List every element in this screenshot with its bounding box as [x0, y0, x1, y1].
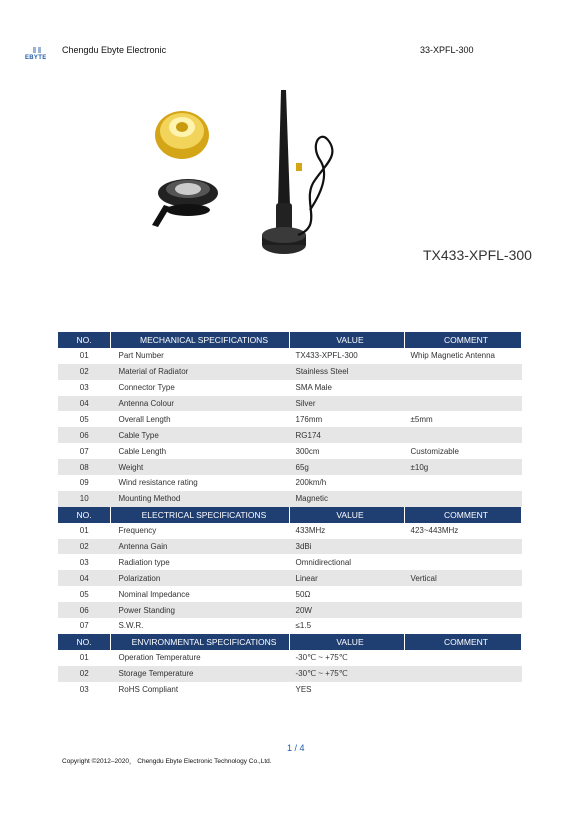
- cell-value: Stainless Steel: [290, 364, 405, 380]
- table-row: [58, 666, 522, 682]
- cell-item: Overall Length: [111, 411, 290, 427]
- cell-comment: [405, 682, 522, 698]
- table-row: [58, 491, 522, 507]
- cell-value: Magnetic: [290, 491, 405, 507]
- cell-comment: [405, 491, 522, 507]
- logo-mark-icon: [32, 46, 42, 54]
- table-row: [58, 618, 522, 634]
- cell-comment: ±10g: [405, 459, 522, 475]
- cell-comment: [405, 364, 522, 380]
- cell-comment: Vertical: [405, 570, 522, 586]
- mechanical-header-row: [58, 332, 522, 348]
- cell-no: 01: [58, 650, 111, 666]
- cell-comment: 423~443MHz: [405, 523, 522, 539]
- cell-item: Wind resistance rating: [111, 475, 290, 491]
- cell-comment: [405, 650, 522, 666]
- cell-no: 06: [58, 602, 111, 618]
- table-row: [58, 475, 522, 491]
- cell-no: 05: [58, 586, 111, 602]
- table-row: [58, 348, 522, 364]
- environmental-header-com: COMMENT: [405, 634, 522, 650]
- mechanical-header-val: VALUE: [290, 332, 405, 348]
- cell-item: Radiation type: [111, 554, 290, 570]
- table-row: [58, 411, 522, 427]
- electrical-header-val: VALUE: [290, 507, 405, 523]
- cell-no: 04: [58, 396, 111, 412]
- cell-item: Cable Type: [111, 427, 290, 443]
- cell-value: YES: [290, 682, 405, 698]
- cell-no: 02: [58, 539, 111, 555]
- electrical-header-item: ELECTRICAL SPECIFICATIONS: [111, 507, 290, 523]
- cell-comment: [405, 666, 522, 682]
- table-row: [58, 650, 522, 666]
- product-photo: [150, 85, 350, 260]
- table-row: [58, 602, 522, 618]
- product-title: TX433-XPFL-300: [423, 247, 532, 263]
- table-row: [58, 443, 522, 459]
- header-company-name: Chengdu Ebyte Electronic: [62, 45, 167, 55]
- electrical-header-com: COMMENT: [405, 507, 522, 523]
- cell-item: Polarization: [111, 570, 290, 586]
- cell-item: Connector Type: [111, 380, 290, 396]
- cell-item: Storage Temperature: [111, 666, 290, 682]
- cell-value: -30℃ ~ +75℃: [290, 650, 405, 666]
- company-logo: [25, 46, 49, 64]
- cell-value: RG174: [290, 427, 405, 443]
- mechanical-header-com: COMMENT: [405, 332, 522, 348]
- cell-comment: [405, 618, 522, 634]
- cell-value: TX433-XPFL-300: [290, 348, 405, 364]
- cell-no: 01: [58, 348, 111, 364]
- cell-no: 03: [58, 682, 111, 698]
- cell-item: Mounting Method: [111, 491, 290, 507]
- environmental-header-item: ENVIRONMENTAL SPECIFICATIONS: [111, 634, 290, 650]
- cell-no: 09: [58, 475, 111, 491]
- electrical-header-row: [58, 507, 522, 523]
- cell-item: Cable Length: [111, 443, 290, 459]
- whip-antenna-image: [262, 90, 332, 254]
- cell-no: 02: [58, 364, 111, 380]
- cell-no: 08: [58, 459, 111, 475]
- cell-no: 06: [58, 427, 111, 443]
- cell-comment: [405, 602, 522, 618]
- cell-value: -30℃ ~ +75℃: [290, 666, 405, 682]
- cell-no: 07: [58, 618, 111, 634]
- cell-comment: [405, 539, 522, 555]
- specifications-table: [58, 332, 522, 697]
- page-number: 1 / 4: [287, 743, 305, 753]
- cell-comment: [405, 475, 522, 491]
- table-row: [58, 380, 522, 396]
- cell-item: Operation Temperature: [111, 650, 290, 666]
- cell-no: 03: [58, 380, 111, 396]
- cell-item: Part Number: [111, 348, 290, 364]
- table-row: [58, 682, 522, 698]
- cell-value: 200km/h: [290, 475, 405, 491]
- cell-value: ≤1.5: [290, 618, 405, 634]
- cell-item: Weight: [111, 459, 290, 475]
- electrical-header-no: NO.: [58, 507, 111, 523]
- environmental-header-val: VALUE: [290, 634, 405, 650]
- cell-item: Power Standing: [111, 602, 290, 618]
- cell-item: Material of Radiator: [111, 364, 290, 380]
- cell-comment: [405, 554, 522, 570]
- table-row: [58, 396, 522, 412]
- cell-value: 50Ω: [290, 586, 405, 602]
- environmental-header-no: NO.: [58, 634, 111, 650]
- cell-comment: Whip Magnetic Antenna: [405, 348, 522, 364]
- cell-item: Frequency: [111, 523, 290, 539]
- cell-item: S.W.R.: [111, 618, 290, 634]
- table-row: [58, 523, 522, 539]
- table-row: [58, 554, 522, 570]
- cell-value: 3dBi: [290, 539, 405, 555]
- environmental-header-row: [58, 634, 522, 650]
- cell-value: Omnidirectional: [290, 554, 405, 570]
- cell-comment: Customizable: [405, 443, 522, 459]
- cell-value: Linear: [290, 570, 405, 586]
- mechanical-header-item: MECHANICAL SPECIFICATIONS: [111, 332, 290, 348]
- cell-value: 20W: [290, 602, 405, 618]
- cell-no: 02: [58, 666, 111, 682]
- cell-comment: [405, 396, 522, 412]
- table-row: [58, 364, 522, 380]
- cell-comment: [405, 586, 522, 602]
- table-row: [58, 539, 522, 555]
- logo-text: EBYTE: [25, 55, 47, 61]
- magnetic-base-image: [152, 179, 218, 227]
- cell-value: 65g: [290, 459, 405, 475]
- cell-value: Silver: [290, 396, 405, 412]
- cell-no: 10: [58, 491, 111, 507]
- cell-value: 433MHz: [290, 523, 405, 539]
- cell-no: 01: [58, 523, 111, 539]
- cell-comment: [405, 427, 522, 443]
- cell-no: 07: [58, 443, 111, 459]
- cell-value: 300cm: [290, 443, 405, 459]
- header-model-number: 33-XPFL-300: [420, 45, 474, 55]
- copyright-notice: Copyright ©2012–2020， Chengdu Ebyte Electronic Technology Co.,Ltd.: [62, 758, 272, 765]
- cell-comment: ±5mm: [405, 411, 522, 427]
- table-row: [58, 570, 522, 586]
- sma-connector-gold-image: [155, 111, 209, 159]
- cell-item: RoHS Compliant: [111, 682, 290, 698]
- table-row: [58, 459, 522, 475]
- cell-value: SMA Male: [290, 380, 405, 396]
- table-row: [58, 427, 522, 443]
- mechanical-header-no: NO.: [58, 332, 111, 348]
- cell-item: Antenna Colour: [111, 396, 290, 412]
- cell-item: Nominal Impedance: [111, 586, 290, 602]
- table-row: [58, 586, 522, 602]
- cell-no: 05: [58, 411, 111, 427]
- cell-item: Antenna Gain: [111, 539, 290, 555]
- cell-comment: [405, 380, 522, 396]
- cell-value: 176mm: [290, 411, 405, 427]
- cell-no: 04: [58, 570, 111, 586]
- cell-no: 03: [58, 554, 111, 570]
